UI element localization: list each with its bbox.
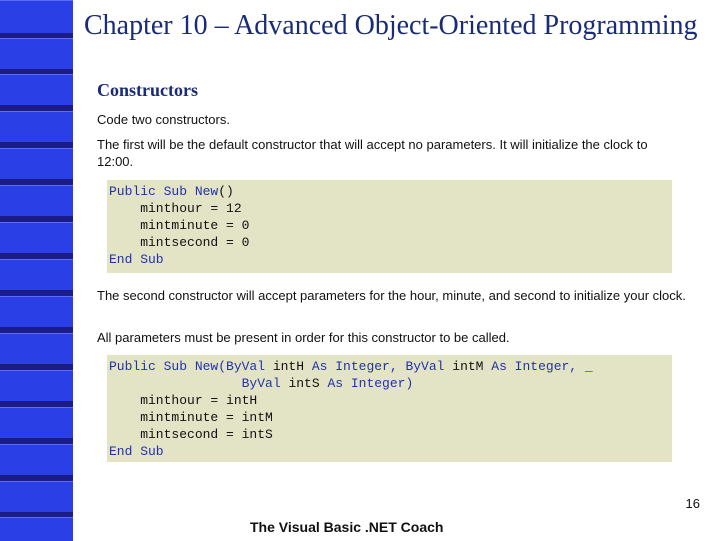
code-line: minthour = intH <box>109 393 258 408</box>
sidebar-block <box>0 0 73 33</box>
code-line: minthour = 12 <box>109 201 242 216</box>
code-line: mintsecond = intS <box>109 427 273 442</box>
code-keyword: As Integer, ByVal <box>311 359 445 374</box>
sidebar-block <box>0 74 73 105</box>
sidebar-block <box>0 148 73 179</box>
first-constructor-text: The first will be the default constructor that will accept no parameters. It will initialize the clock to 12:00. <box>97 137 648 169</box>
code-keyword: As Integer, _ <box>491 359 593 374</box>
sidebar-block <box>0 407 73 438</box>
code-keyword: As Integer) <box>327 376 414 391</box>
sidebar-block <box>0 333 73 364</box>
parameters-note-text: All parameters must be present in order for this constructor to be called. <box>97 330 510 345</box>
code-keyword: Public Sub New <box>109 184 219 199</box>
sidebar-block <box>0 517 73 541</box>
page-number: 16 <box>685 496 700 511</box>
code-line: mintminute = intM <box>109 410 273 425</box>
code-keyword: ByVal <box>241 376 281 391</box>
sidebar-block <box>0 111 73 142</box>
sidebar-block <box>0 259 73 290</box>
intro-text: Code two constructors. <box>97 112 230 127</box>
code-keyword: End Sub <box>109 444 164 459</box>
sidebar-block <box>0 296 73 327</box>
sidebar-block <box>0 370 73 401</box>
default-constructor-code <box>107 180 672 273</box>
code-keyword: Public Sub New(ByVal <box>109 359 266 374</box>
code-text: intM <box>444 359 492 374</box>
code-text: () <box>218 184 234 199</box>
code-indent <box>109 376 242 391</box>
code-line: mintsecond = 0 <box>109 235 250 250</box>
section-heading: Constructors <box>97 80 198 100</box>
parameterized-constructor-code <box>107 355 672 462</box>
footer-text: The Visual Basic .NET Coach <box>250 519 444 535</box>
code-text: intS <box>280 376 328 391</box>
sidebar-block <box>0 444 73 475</box>
sidebar-block <box>0 38 73 69</box>
sidebar-block <box>0 185 73 216</box>
code-line: mintminute = 0 <box>109 218 250 233</box>
code-text: intH <box>265 359 312 374</box>
decorative-sidebar <box>0 0 73 540</box>
second-constructor-text: The second constructor will accept parameters for the hour, minute, and second to initialize your clock. <box>97 288 686 303</box>
sidebar-block <box>0 222 73 253</box>
slide-title: Chapter 10 – Advanced Object-Oriented Programming <box>84 10 698 41</box>
sidebar-block <box>0 481 73 512</box>
code-keyword: End Sub <box>109 252 164 267</box>
